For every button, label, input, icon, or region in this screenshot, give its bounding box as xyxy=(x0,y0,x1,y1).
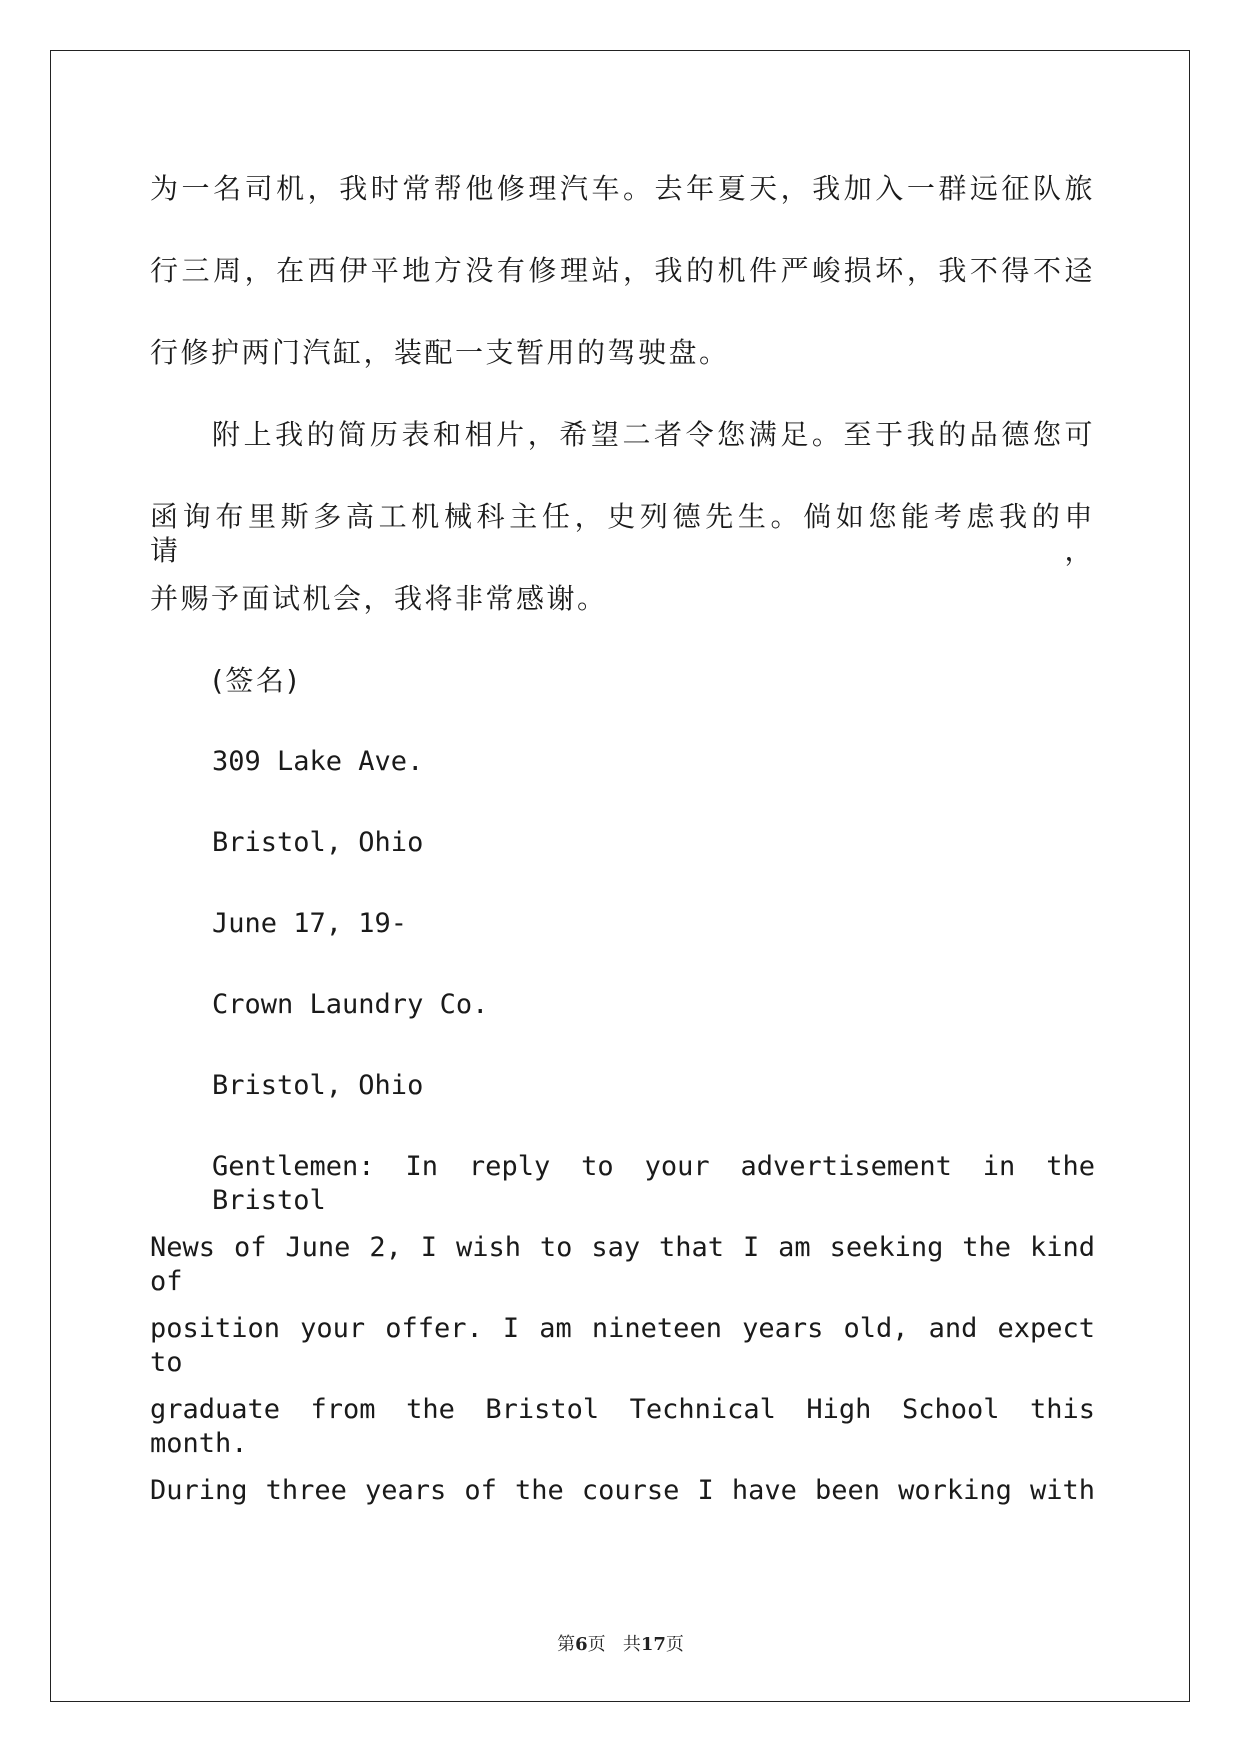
text-line: During three years of the course I have been working with xyxy=(150,1475,1095,1506)
text-line: 函询布里斯多高工机械科主任，史列德先生。倘如您能考虑我的申请， xyxy=(150,500,1095,567)
text-line: 并赐予面试机会，我将非常感谢。 xyxy=(150,582,608,615)
letter-date: June 17, 19- xyxy=(212,908,408,939)
recipient-city: Bristol, Ohio xyxy=(212,1070,424,1101)
text-line: 为一名司机，我时常帮他修理汽车。去年夏天，我加入一群远征队旅 xyxy=(150,172,1095,205)
text-line: graduate from the Bristol Technical High School this month. xyxy=(150,1394,1095,1459)
page-number: 6 xyxy=(575,1634,588,1655)
total-suffix: 页 xyxy=(665,1634,684,1655)
text-line: 行三周，在西伊平地方没有修理站，我的机件严峻损坏，我不得不迳 xyxy=(150,254,1095,287)
page-suffix: 页 xyxy=(587,1634,606,1655)
address-city: Bristol, Ohio xyxy=(212,827,424,858)
text-line: Gentlemen: In reply to your advertisement in the Bristol xyxy=(212,1151,1095,1216)
text-line: News of June 2, I wish to say that I am seeking the kind of xyxy=(150,1232,1095,1297)
text-line: 附上我的简历表和相片，希望二者令您满足。至于我的品德您可 xyxy=(212,418,1095,451)
total-prefix: 共 xyxy=(622,1634,641,1655)
signature-label: (签名) xyxy=(212,664,300,697)
text-line: 行修护两门汽缸，装配一支暂用的驾驶盘。 xyxy=(150,336,730,369)
text-line: position your offer. I am nineteen years old, and expect to xyxy=(150,1313,1095,1378)
page-footer xyxy=(0,1630,1241,1656)
address-street: 309 Lake Ave. xyxy=(212,746,424,777)
total-pages: 17 xyxy=(640,1634,666,1655)
recipient-name: Crown Laundry Co. xyxy=(212,989,489,1020)
page-prefix: 第 xyxy=(557,1634,576,1655)
